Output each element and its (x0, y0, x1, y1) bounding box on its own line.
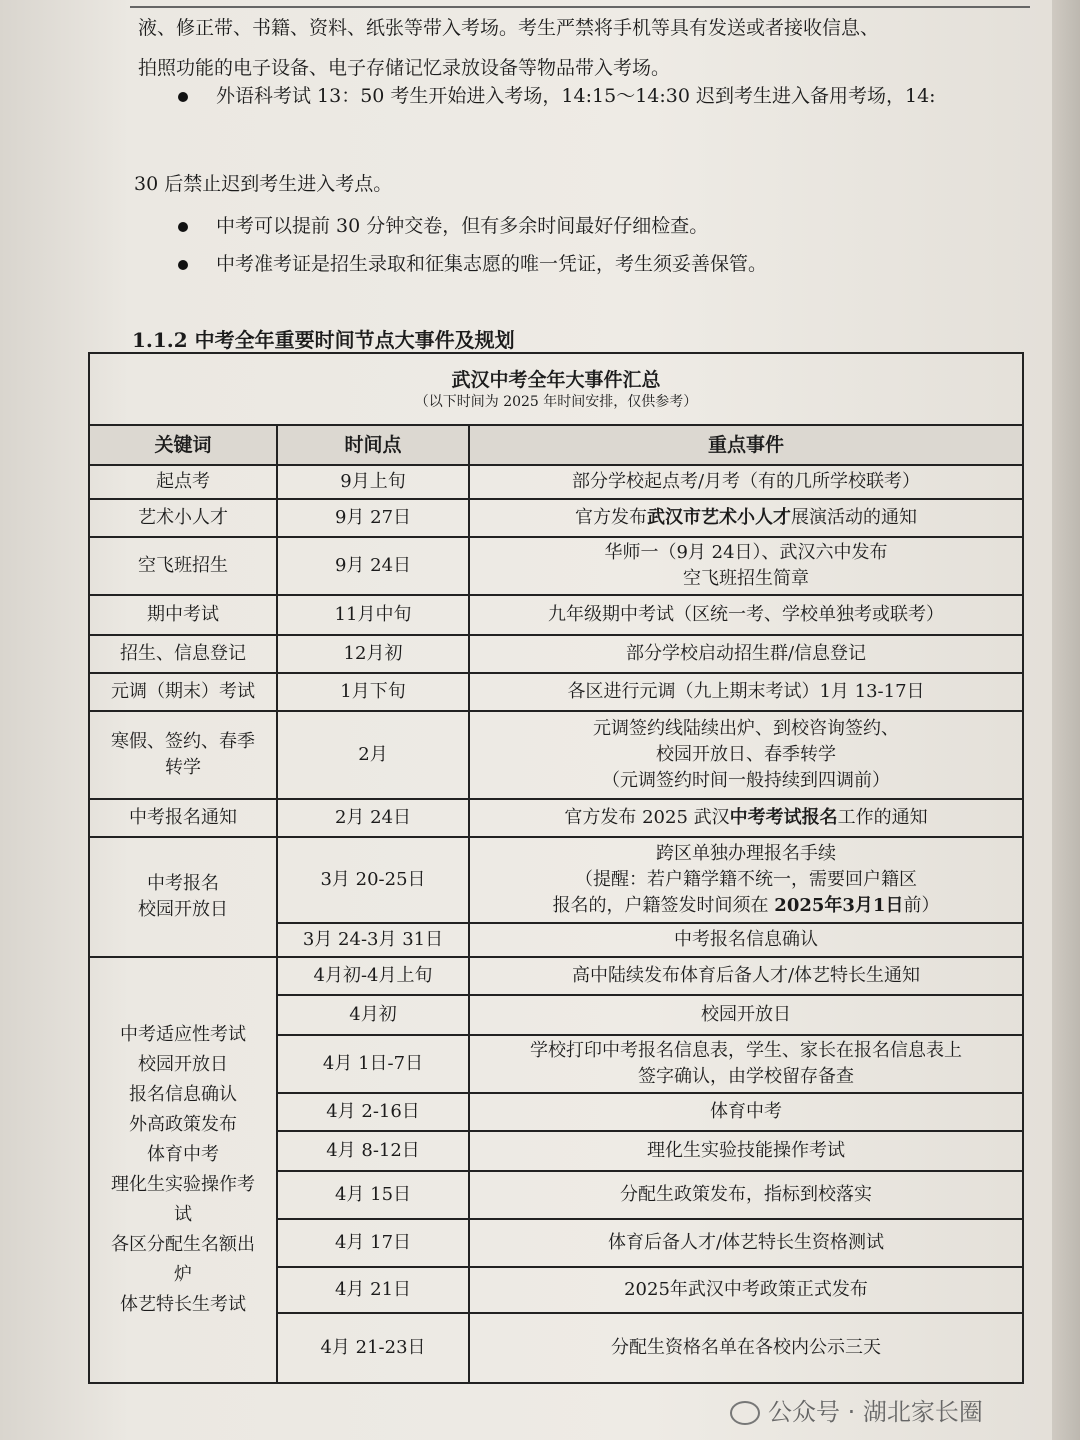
event-bold-text: 中考考试报名 (729, 807, 838, 828)
table-row (89, 957, 1023, 995)
cell-time: 9月 24日 (277, 537, 469, 595)
cell-event: 部分学校起点考/月考（有的几所学校联考） (469, 465, 1023, 499)
table-row (89, 837, 1023, 923)
table-row (89, 799, 1023, 837)
cell-event (469, 711, 1023, 799)
event-bold-text: 2025年3月1日 (774, 895, 904, 916)
cell-keyword: 元调（期末）考试 (89, 673, 277, 711)
cell-event (469, 499, 1023, 537)
cell-event (469, 799, 1023, 837)
event-text: 前） (903, 895, 940, 916)
cell-keyword: 艺术小人才 (89, 499, 277, 537)
table-row (89, 465, 1023, 499)
cell-time: 4月初 (277, 995, 469, 1035)
running-header (130, 0, 1030, 8)
event-line: 学校打印中考报名信息表，学生、家长在报名信息表上 (530, 1040, 963, 1061)
intro-line-1: 液、修正带、书籍、资料、纸张等带入考场。考生严禁将手机等具有发送或者接收信息、 (138, 17, 880, 39)
cell-event: 分配生资格名单在各校内公示三天 (469, 1313, 1023, 1383)
keyword-line: 报名信息确认 (129, 1084, 237, 1105)
event-line: （元调签约时间一般持续到四调前） (602, 770, 891, 791)
cell-time: 4月初-4月上旬 (277, 957, 469, 995)
cell-event (469, 837, 1023, 923)
table-row (89, 711, 1023, 799)
cell-time: 4月 1日-7日 (277, 1035, 469, 1093)
bullet-text: 中考可以提前 30 分钟交卷，但有多余时间最好仔细检查。 (216, 215, 709, 237)
cell-keyword: 期中考试 (89, 595, 277, 635)
event-line: 华师一（9月 24日）、武汉六中发布 (604, 542, 888, 563)
bullet-item-1 (178, 82, 936, 110)
keyword-line: 中考适应性考试 (120, 1024, 246, 1045)
cell-event: 部分学校启动招生群/信息登记 (469, 635, 1023, 673)
event-text: 官方发布 2025 武汉 (564, 807, 730, 828)
table-row (89, 595, 1023, 635)
keyword-line: 体艺特长生考试 (120, 1294, 246, 1315)
cell-time: 2月 (277, 711, 469, 799)
bullet-icon (178, 260, 188, 270)
cell-time: 12月初 (277, 635, 469, 673)
cell-event: 高中陆续发布体育后备人才/体艺特长生通知 (469, 957, 1023, 995)
event-line: 校园开放日、春季转学 (656, 744, 837, 765)
cell-time: 4月 17日 (277, 1219, 469, 1267)
bullet-text: 中考准考证是招生录取和征集志愿的唯一凭证，考生须妥善保管。 (216, 253, 768, 275)
event-line: 元调签约线陆续出炉、到校咨询签约、 (593, 718, 900, 739)
event-text: 工作的通知 (837, 807, 928, 828)
table-row (89, 673, 1023, 711)
cell-time: 4月 15日 (277, 1171, 469, 1219)
event-line (474, 893, 1018, 919)
keyword-line: 各区分配生名额出 (111, 1234, 255, 1255)
table-header-row (89, 425, 1023, 465)
cell-event: 理化生实验技能操作考试 (469, 1131, 1023, 1171)
cell-event (469, 1035, 1023, 1093)
header-time: 时间点 (277, 425, 469, 465)
event-text: 官方发布 (575, 507, 648, 528)
keyword-line: 寒假、签约、春季 (111, 731, 255, 752)
keyword-line: 体育中考 (147, 1144, 219, 1165)
cell-time: 1月下旬 (277, 673, 469, 711)
events-table (88, 352, 1024, 1384)
cell-keyword: 招生、信息登记 (89, 635, 277, 673)
cell-event: 九年级期中考试（区统一考、学校单独考或联考） (469, 595, 1023, 635)
keyword-line: 试 (174, 1204, 192, 1225)
event-text: 报名的，户籍签发时间须在 (552, 895, 775, 916)
table-caption-row (89, 353, 1023, 425)
cell-keyword: 起点考 (89, 465, 277, 499)
table-row (89, 537, 1023, 595)
cell-keyword-april (89, 957, 277, 1383)
header-keyword: 关键词 (89, 425, 277, 465)
cell-keyword (89, 711, 277, 799)
event-bold-text: 武汉市艺术小人才 (647, 507, 792, 528)
event-line: 签字确认，由学校留存备查 (638, 1066, 855, 1087)
section-title: 1.1.2 中考全年重要时间节点大事件及规划 (132, 328, 515, 352)
keyword-line: 中考报名 (147, 873, 219, 894)
table-caption (89, 353, 1023, 425)
cell-time: 4月 21日 (277, 1267, 469, 1313)
bullet-icon (178, 92, 188, 102)
keyword-line: 校园开放日 (138, 1054, 228, 1075)
cell-time: 9月 27日 (277, 499, 469, 537)
intro-line-3-prefix: 30 (134, 173, 159, 195)
cell-event: 中考报名信息确认 (469, 923, 1023, 957)
table-subtitle: （以下时间为 2025 年时间安排，仅供参考） (414, 394, 698, 410)
cell-keyword (89, 837, 277, 957)
intro-line-2: 拍照功能的电子设备、电子存储记忆录放设备等物品带入考场。 (138, 57, 671, 79)
header-event: 重点事件 (469, 425, 1023, 465)
table-row (89, 635, 1023, 673)
table-row (89, 499, 1023, 537)
bullet-icon (178, 222, 188, 232)
keyword-line: 转学 (165, 757, 201, 778)
cell-time: 3月 20-25日 (277, 837, 469, 923)
cell-time: 2月 24日 (277, 799, 469, 837)
event-line: 空飞班招生简章 (683, 568, 810, 589)
event-text: 展演活动的通知 (791, 507, 918, 528)
bullet-item-2 (178, 212, 708, 240)
keyword-line: 外高政策发布 (129, 1114, 237, 1135)
cell-time: 4月 21-23日 (277, 1313, 469, 1383)
table-title: 武汉中考全年大事件汇总 (451, 369, 661, 391)
cell-time: 11月中旬 (277, 595, 469, 635)
wechat-watermark (730, 1392, 983, 1427)
cell-time: 4月 2-16日 (277, 1093, 469, 1131)
intro-line-3-text: 后禁止迟到考生进入考点。 (164, 173, 393, 195)
cell-time: 4月 8-12日 (277, 1131, 469, 1171)
cell-time: 9月上旬 (277, 465, 469, 499)
cell-event: 体育中考 (469, 1093, 1023, 1131)
keyword-line: 理化生实验操作考 (111, 1174, 255, 1195)
wechat-icon (730, 1401, 760, 1425)
cell-event: 分配生政策发布，指标到校落实 (469, 1171, 1023, 1219)
cell-event: 校园开放日 (469, 995, 1023, 1035)
keyword-line: 校园开放日 (138, 899, 228, 920)
cell-time: 3月 24-3月 31日 (277, 923, 469, 957)
bullet-text: 外语科考试 13：50 考生开始进入考场，14:15～14:30 迟到考生进入备用考场，14: (216, 85, 936, 107)
intro-line-3 (134, 170, 392, 198)
cell-event: 2025年武汉中考政策正式发布 (469, 1267, 1023, 1313)
cell-event: 体育后备人才/体艺特长生资格测试 (469, 1219, 1023, 1267)
keyword-line: 炉 (174, 1264, 192, 1285)
cell-keyword: 空飞班招生 (89, 537, 277, 595)
cell-event (469, 537, 1023, 595)
event-line: 跨区单独办理报名手续 (656, 843, 837, 864)
watermark-text: 公众号 · 湖北家长圈 (768, 1398, 983, 1426)
event-line: （提醒：若户籍学籍不统一，需要回户籍区 (575, 869, 918, 890)
bullet-item-3 (178, 250, 767, 278)
page-edge (1052, 0, 1080, 1440)
cell-keyword: 中考报名通知 (89, 799, 277, 837)
cell-event: 各区进行元调（九上期末考试）1月 13-17日 (469, 673, 1023, 711)
